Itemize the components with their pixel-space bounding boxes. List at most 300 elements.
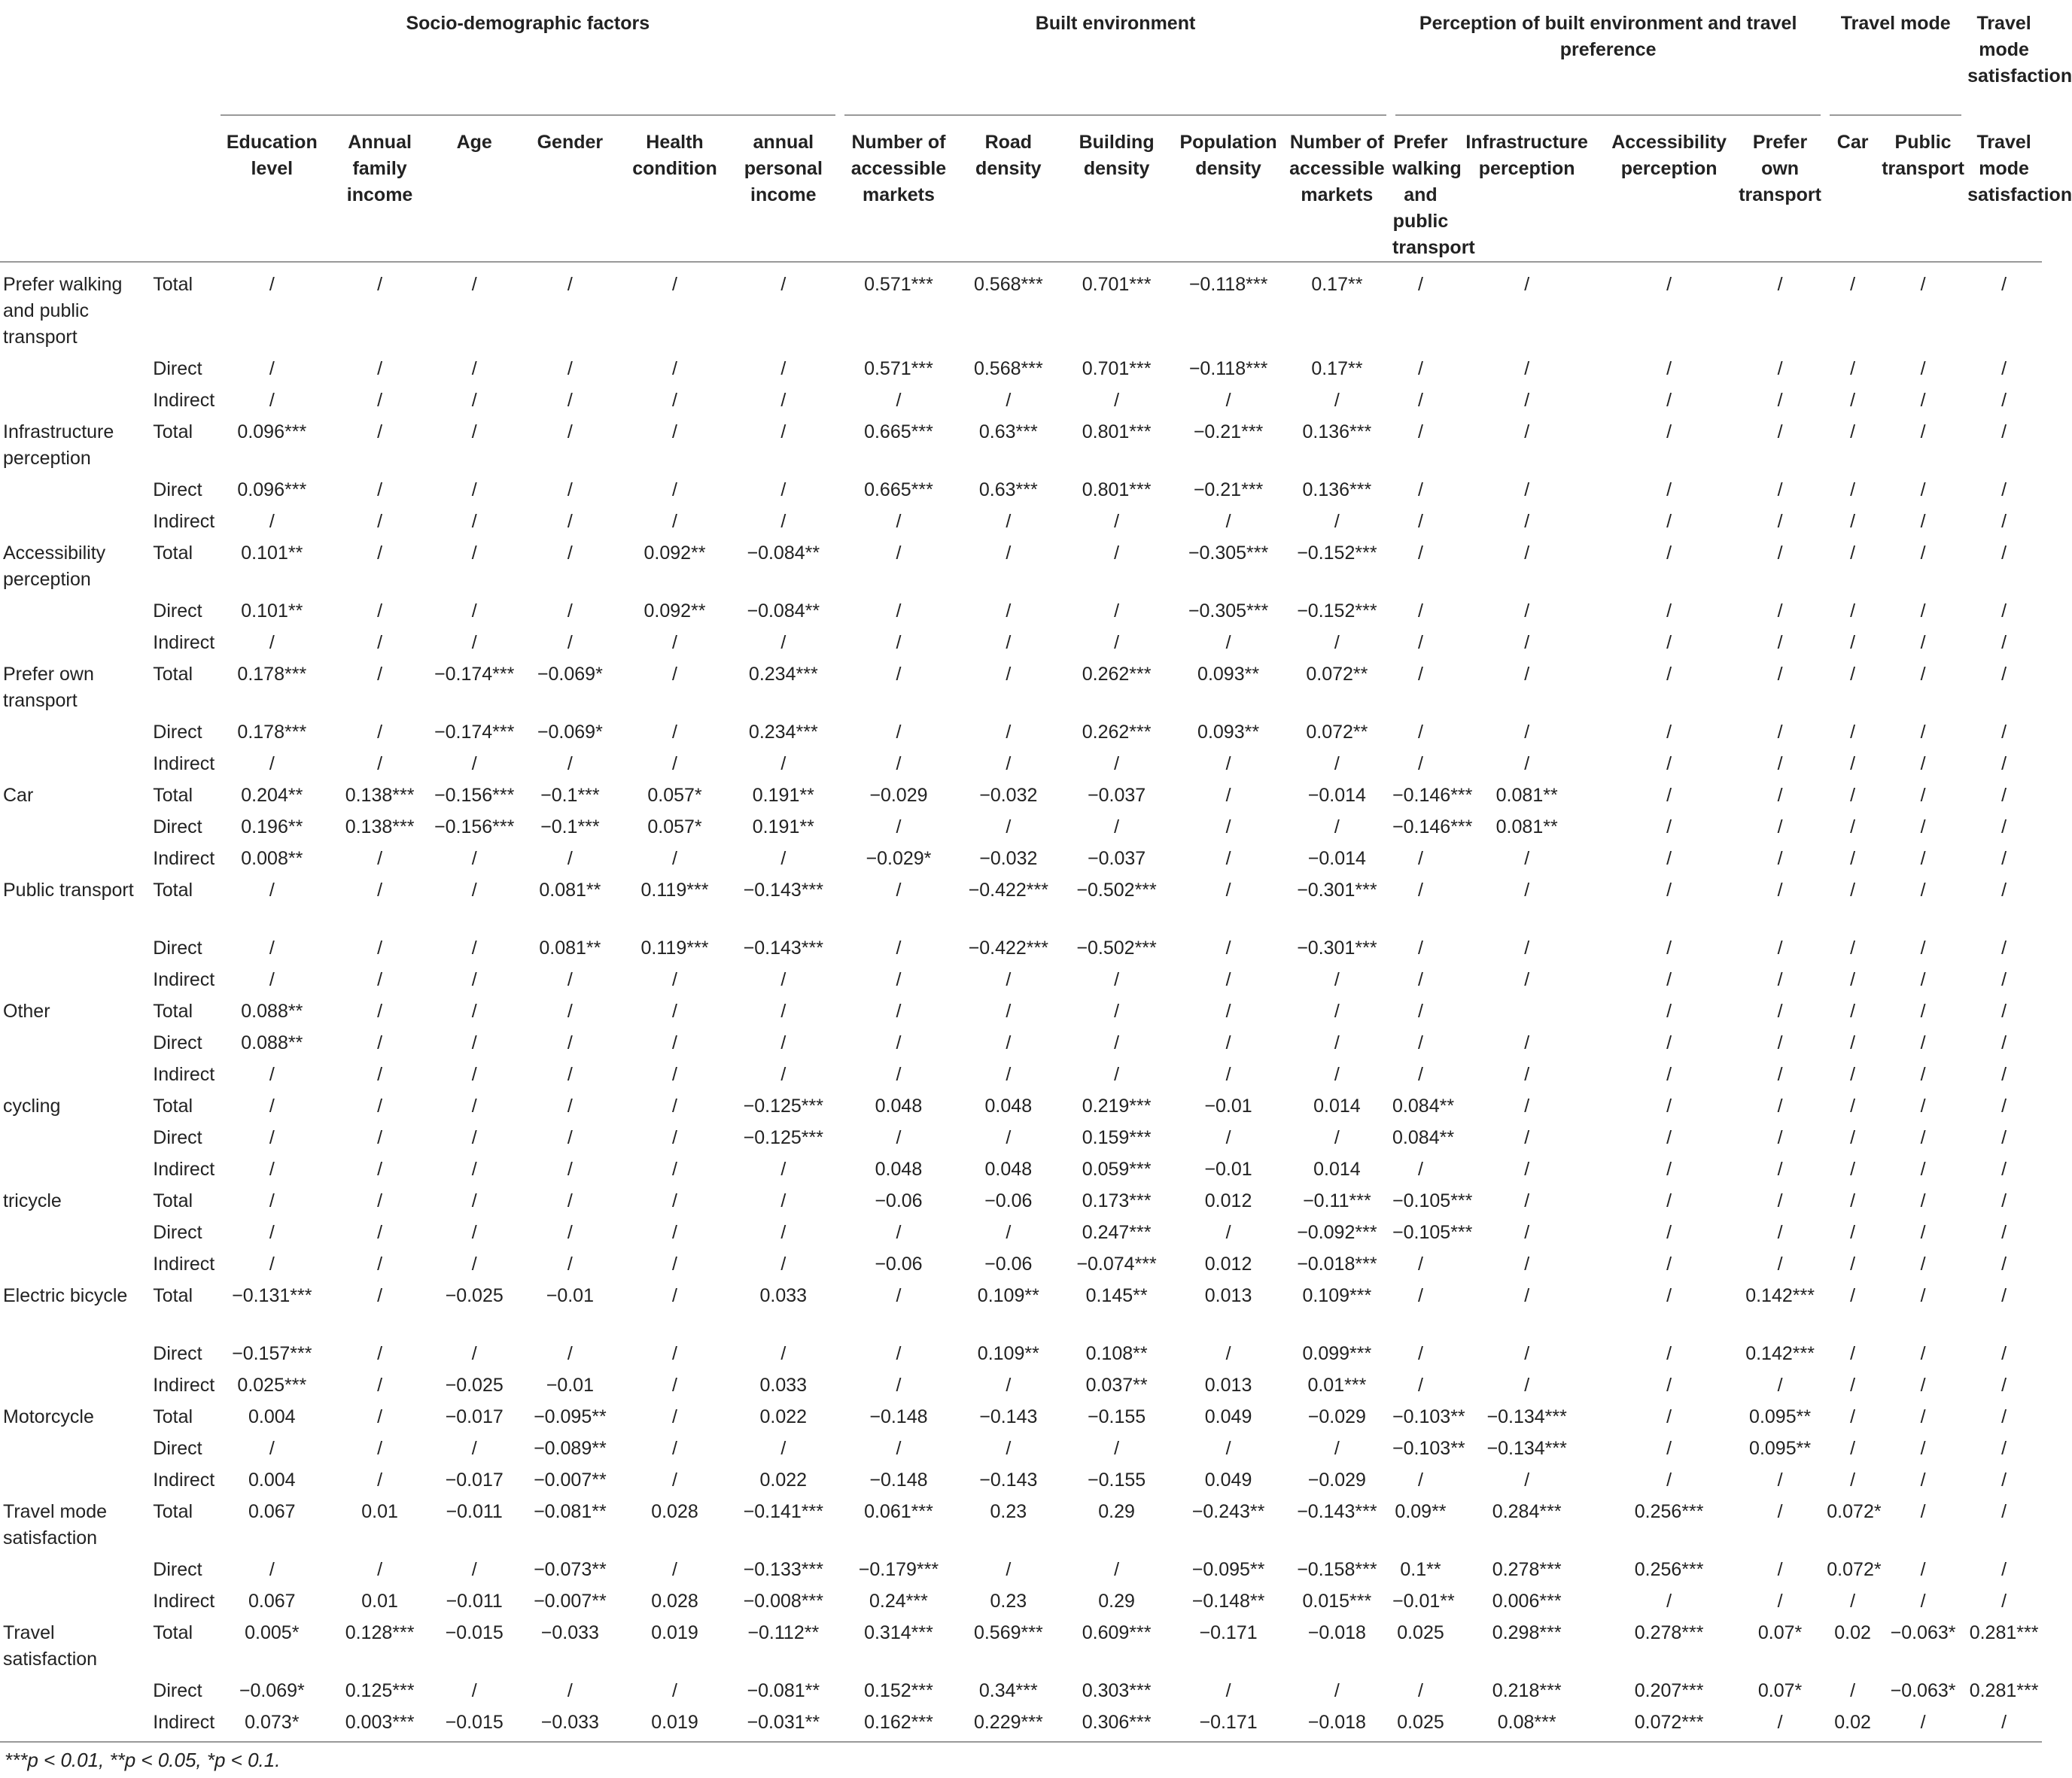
table-cell: 0.02	[1825, 1710, 1880, 1742]
row-effect-type: Direct	[153, 1559, 202, 1580]
table-cell: /	[269, 1438, 275, 1459]
table-cell: /	[377, 632, 383, 653]
table-cell: 0.067	[248, 1591, 296, 1612]
table-cell: /	[1225, 1222, 1231, 1243]
table-cell: /	[269, 390, 275, 411]
table-cell: 0.109**	[977, 1285, 1039, 1306]
table-cell: /	[1777, 1001, 1783, 1022]
table-cell: /	[471, 390, 477, 411]
table-cell: −0.133***	[743, 1559, 823, 1580]
table-cell: /	[1225, 1127, 1231, 1148]
table-row	[0, 783, 2042, 814]
table-cell: /	[1524, 1470, 1530, 1491]
row-variable	[0, 630, 148, 661]
column-header-row	[0, 116, 2042, 262]
table-cell: /	[471, 1064, 477, 1085]
table-cell: −0.081**	[747, 1680, 820, 1701]
table-cell: 0.569***	[973, 1622, 1043, 1643]
table-cell: 0.025	[1391, 1710, 1450, 1742]
table-cell: /	[1114, 969, 1120, 990]
table-cell: /	[1850, 785, 1856, 806]
table-cell: /	[1777, 1127, 1783, 1148]
row-effect-type: Direct	[153, 938, 202, 959]
table-cell: 0.049	[1204, 1470, 1252, 1491]
table-cell: /	[896, 390, 902, 411]
table-cell: −0.21***	[1193, 421, 1264, 442]
table-cell: /	[1777, 722, 1783, 743]
table-cell: 0.048	[984, 1159, 1033, 1180]
table-cell: /	[1966, 1710, 2042, 1742]
table-cell: /	[1418, 390, 1423, 411]
table-cell: /	[1418, 1470, 1423, 1491]
table-cell: /	[1920, 1254, 1926, 1275]
table-cell: /	[377, 753, 383, 774]
table-cell: /	[780, 1064, 787, 1085]
table-cell: /	[1666, 880, 1672, 901]
table-cell: 0.109***	[1302, 1285, 1372, 1306]
table-cell: /	[1006, 722, 1012, 743]
table-cell: 0.099***	[1302, 1343, 1372, 1364]
table-cell: /	[471, 938, 477, 959]
table-cell: −0.171	[1199, 1622, 1258, 1643]
table-cell: 0.568***	[973, 358, 1043, 379]
table-cell: −0.06	[875, 1190, 923, 1211]
table-cell: −0.095**	[1191, 1559, 1265, 1580]
table-cell: 0.701***	[1082, 358, 1152, 379]
table-row	[0, 1710, 2042, 1742]
table-cell: /	[1777, 479, 1783, 500]
column-header: Number of accessible markets	[840, 116, 957, 262]
table-cell: /	[377, 1032, 383, 1053]
table-cell: /	[1006, 1127, 1012, 1148]
row-effect-type: Total	[153, 785, 193, 806]
table-cell: /	[896, 511, 902, 532]
table-cell: 0.191**	[752, 816, 814, 837]
table-cell: /	[377, 1064, 383, 1085]
table-cell: /	[1418, 600, 1423, 622]
table-cell: /	[1850, 1190, 1856, 1211]
table-cell: /	[1850, 511, 1856, 532]
table-cell: /	[1666, 1096, 1672, 1117]
table-cell: 0.004	[248, 1406, 296, 1427]
table-cell: /	[1524, 1285, 1530, 1306]
table-cell: /	[2001, 1190, 2007, 1211]
row-effect-type: Direct	[153, 1222, 202, 1243]
table-cell: /	[1114, 753, 1120, 774]
table-cell: /	[1666, 1285, 1672, 1306]
column-header: Age	[431, 116, 517, 262]
table-cell: 0.152***	[864, 1680, 933, 1701]
row-variable: Prefer own transport	[3, 664, 94, 711]
table-cell: /	[567, 1064, 573, 1085]
table-cell: /	[1920, 1375, 1926, 1396]
table-cell: /	[672, 1222, 677, 1243]
table-cell: 0.096***	[237, 421, 307, 442]
table-cell: −0.502***	[1076, 938, 1157, 959]
table-cell: 0.568***	[973, 274, 1043, 295]
table-cell: /	[1850, 632, 1856, 653]
table-cell: 0.128***	[345, 1622, 415, 1643]
table-cell: /	[269, 1096, 275, 1117]
table-cell: /	[1114, 390, 1120, 411]
table-cell: /	[1920, 1285, 1926, 1306]
table-cell: /	[1666, 358, 1672, 379]
table-cell: /	[1920, 785, 1926, 806]
table-cell: /	[1666, 664, 1672, 685]
header-blank	[0, 116, 216, 262]
table-cell: 0.571***	[864, 358, 933, 379]
table-cell: 0.145**	[1085, 1285, 1148, 1306]
table-cell: /	[896, 938, 902, 959]
table-cell: /	[471, 1127, 477, 1148]
table-cell: /	[1920, 511, 1926, 532]
row-effect-type: Total	[153, 1622, 193, 1643]
table-cell: −0.143***	[743, 880, 823, 901]
table-cell: /	[1850, 1254, 1856, 1275]
table-cell: 0.29	[1098, 1591, 1135, 1612]
table-cell: /	[896, 1064, 902, 1085]
table-cell: 0.092**	[644, 543, 706, 564]
table-row	[0, 1467, 2042, 1499]
table-cell: /	[567, 1032, 573, 1053]
table-cell: /	[1666, 1159, 1672, 1180]
group-header: Travel mode satisfaction	[1967, 13, 2072, 87]
table-cell: /	[1524, 938, 1530, 959]
table-row	[0, 1156, 2042, 1188]
table-cell: /	[1418, 969, 1423, 990]
row-effect-type: Direct	[153, 1343, 202, 1364]
table-cell: /	[567, 511, 573, 532]
table-cell: /	[672, 1096, 677, 1117]
table-cell: 0.219***	[1082, 1096, 1152, 1117]
table-cell: −0.06	[875, 1254, 923, 1275]
table-cell: /	[1850, 1032, 1856, 1053]
row-effect-type: Indirect	[153, 1064, 215, 1085]
table-cell: /	[1920, 543, 1926, 564]
table-cell: −0.01	[546, 1285, 594, 1306]
table-cell: 0.207***	[1634, 1680, 1704, 1701]
table-cell: 0.022	[759, 1406, 808, 1427]
table-cell: 0.01	[361, 1501, 398, 1522]
table-cell: /	[1524, 880, 1530, 901]
table-cell: /	[896, 1285, 902, 1306]
column-header: Building density	[1060, 116, 1174, 262]
column-header: Infrastructure perception	[1450, 116, 1603, 262]
table-cell: /	[1524, 1064, 1530, 1085]
table-cell: /	[269, 274, 275, 295]
table-cell: /	[1334, 753, 1340, 774]
table-cell: /	[672, 390, 677, 411]
table-cell: 0.109**	[977, 1343, 1039, 1364]
table-cell: /	[1006, 1222, 1012, 1243]
table-cell: /	[1418, 421, 1423, 442]
table-cell: /	[672, 421, 677, 442]
table-cell: −0.156***	[434, 816, 515, 837]
table-cell: −0.095**	[534, 1406, 607, 1427]
table-cell: /	[672, 1127, 677, 1148]
table-cell: −0.148	[869, 1406, 928, 1427]
table-cell: /	[1920, 1591, 1926, 1612]
table-cell: /	[1006, 664, 1012, 685]
table-cell: /	[1777, 938, 1783, 959]
table-row	[0, 719, 2042, 751]
table-cell: /	[1666, 1406, 1672, 1427]
table-cell: 0.067	[248, 1501, 296, 1522]
table-cell: /	[567, 421, 573, 442]
table-cell: /	[377, 1190, 383, 1211]
row-effect-type: Direct	[153, 1680, 202, 1701]
table-cell: /	[1850, 1591, 1856, 1612]
row-effect-type: Indirect	[153, 1159, 215, 1180]
table-cell: /	[1777, 390, 1783, 411]
row-effect-type: Total	[153, 1001, 193, 1022]
column-header: Road density	[957, 116, 1060, 262]
table-cell: /	[1666, 1438, 1672, 1459]
table-cell: /	[471, 1559, 477, 1580]
table-cell: /	[1920, 1559, 1926, 1580]
table-cell: /	[672, 753, 677, 774]
table-cell: /	[1777, 1096, 1783, 1117]
row-effect-type: Indirect	[153, 1375, 215, 1396]
table-cell: −0.1***	[540, 785, 600, 806]
table-cell: /	[2001, 358, 2007, 379]
table-cell: /	[1006, 511, 1012, 532]
row-effect-type: Indirect	[153, 753, 215, 774]
table-cell: −0.063*	[1890, 1680, 1956, 1701]
table-cell: −0.146***	[1392, 816, 1473, 837]
table-cell: /	[1777, 274, 1783, 295]
table-cell: /	[1114, 1438, 1120, 1459]
row-variable	[0, 751, 148, 783]
table-cell: /	[377, 421, 383, 442]
table-cell: /	[2001, 632, 2007, 653]
table-cell: /	[1418, 1375, 1423, 1396]
table-cell: /	[1524, 543, 1530, 564]
row-effect-type: Indirect	[153, 1470, 215, 1491]
table-cell: /	[1524, 1375, 1530, 1396]
table-cell: /	[377, 722, 383, 743]
table-cell: /	[1850, 358, 1856, 379]
table-cell: 0.262***	[1082, 664, 1152, 685]
table-cell: 0.63***	[978, 421, 1038, 442]
table-cell: −0.103**	[1392, 1406, 1465, 1427]
table-cell: /	[2001, 722, 2007, 743]
table-cell: /	[780, 632, 787, 653]
table-cell: /	[896, 1127, 902, 1148]
table-cell: 0.234***	[748, 664, 818, 685]
table-cell: /	[780, 1001, 787, 1022]
table-cell: /	[471, 1222, 477, 1243]
table-cell: /	[567, 1159, 573, 1180]
table-cell: /	[2001, 1559, 2007, 1580]
table-cell: /	[471, 358, 477, 379]
table-cell: 0.162***	[840, 1710, 957, 1742]
table-row	[0, 877, 2042, 935]
table-cell: /	[1920, 1159, 1926, 1180]
table-cell: −0.084**	[747, 600, 820, 622]
table-cell: /	[1334, 390, 1340, 411]
table-cell: /	[471, 1096, 477, 1117]
table-cell: /	[1418, 479, 1423, 500]
table-cell: /	[1920, 479, 1926, 500]
table-cell: −0.031**	[727, 1710, 841, 1742]
table-cell: 0.262***	[1082, 722, 1152, 743]
table-cell: 0.033	[759, 1375, 808, 1396]
table-cell: /	[2001, 969, 2007, 990]
row-effect-type: Total	[153, 543, 193, 564]
table-cell: /	[1418, 880, 1423, 901]
table-cell: /	[780, 1222, 787, 1243]
table-cell: /	[1777, 1064, 1783, 1085]
table-cell: /	[1666, 1470, 1672, 1491]
table-cell: −0.073**	[534, 1559, 607, 1580]
row-variable	[0, 1341, 148, 1372]
table-cell: /	[1920, 969, 1926, 990]
table-cell: /	[1225, 785, 1231, 806]
row-variable	[0, 356, 148, 388]
table-row	[0, 1062, 2042, 1093]
row-variable: Other	[3, 1001, 50, 1022]
table-cell: /	[1524, 1096, 1530, 1117]
table-cell: /	[1735, 1710, 1825, 1742]
table-cell: /	[567, 1127, 573, 1148]
table-cell: −0.011	[446, 1591, 503, 1612]
table-cell: /	[2001, 1127, 2007, 1148]
table-cell: /	[1850, 1470, 1856, 1491]
table-cell: /	[1006, 1001, 1012, 1022]
table-cell: 0.665***	[864, 421, 933, 442]
table-row	[0, 814, 2042, 846]
row-variable	[0, 846, 148, 877]
table-cell: /	[2001, 479, 2007, 500]
table-cell: −0.029*	[866, 848, 932, 869]
row-variable	[0, 1557, 148, 1588]
table-cell: /	[377, 1096, 383, 1117]
table-cell: /	[672, 722, 677, 743]
table-cell: /	[672, 1375, 677, 1396]
table-cell: /	[1524, 969, 1530, 990]
table-cell: 0.23	[990, 1591, 1027, 1612]
table-cell: −0.158***	[1297, 1559, 1377, 1580]
table-cell: /	[1850, 938, 1856, 959]
table-cell: /	[672, 664, 677, 685]
row-effect-type: Direct	[153, 816, 202, 837]
table-cell: /	[471, 511, 477, 532]
table-cell: /	[1666, 816, 1672, 837]
table-cell: /	[1666, 1375, 1672, 1396]
table-cell: 0.247***	[1082, 1222, 1152, 1243]
table-cell: −0.143***	[743, 938, 823, 959]
table-cell: 0.204**	[241, 785, 303, 806]
table-cell: 0.004	[248, 1470, 296, 1491]
table-cell: −0.029	[1307, 1470, 1366, 1491]
table-cell: /	[1225, 511, 1231, 532]
table-cell: 0.234***	[748, 722, 818, 743]
table-cell: −0.037	[1088, 785, 1146, 806]
table-cell: /	[1777, 753, 1783, 774]
table-cell: 0.005*	[245, 1622, 300, 1643]
table-cell: /	[1777, 1254, 1783, 1275]
table-cell: 0.012	[1204, 1254, 1252, 1275]
table-cell: /	[1524, 274, 1530, 295]
table-cell: 0.081**	[539, 938, 601, 959]
row-variable	[0, 719, 148, 751]
table-cell: /	[377, 1406, 383, 1427]
table-cell: 0.07*	[1757, 1622, 1803, 1643]
table-cell: /	[896, 1438, 902, 1459]
table-cell: /	[1418, 1285, 1423, 1306]
table-cell: 0.057*	[647, 816, 702, 837]
table-cell: −0.084**	[747, 543, 820, 564]
table-cell: −0.148	[869, 1470, 928, 1491]
table-cell: /	[1006, 1064, 1012, 1085]
table-cell: /	[1666, 511, 1672, 532]
table-cell: /	[1524, 664, 1530, 685]
table-cell: 0.088**	[241, 1001, 303, 1022]
table-cell: /	[1006, 1375, 1012, 1396]
row-effect-type: Total	[153, 664, 193, 685]
table-cell: 0.019	[651, 1622, 698, 1643]
table-cell: /	[1850, 1343, 1856, 1364]
table-cell: /	[471, 1343, 477, 1364]
table-cell: 0.256***	[1634, 1559, 1704, 1580]
table-cell: /	[1225, 816, 1231, 837]
table-cell: /	[1524, 1159, 1530, 1180]
table-cell: /	[269, 632, 275, 653]
table-cell: 0.01	[361, 1591, 398, 1612]
table-cell: /	[1777, 511, 1783, 532]
row-effect-type: Direct	[153, 600, 202, 622]
table-cell: 0.23	[990, 1501, 1027, 1522]
table-cell: 0.048	[875, 1159, 923, 1180]
table-cell: 0.298***	[1492, 1622, 1562, 1643]
significance-footnote: ***p < 0.01, **p < 0.05, *p < 0.1.	[5, 1749, 281, 1771]
table-cell: /	[1777, 969, 1783, 990]
table-cell: /	[780, 358, 787, 379]
table-cell: /	[1777, 1591, 1783, 1612]
table-cell: /	[1418, 1032, 1423, 1053]
table-cell: /	[1666, 785, 1672, 806]
table-cell: 0.022	[759, 1470, 808, 1491]
table-cell: /	[269, 511, 275, 532]
table-cell: /	[1524, 722, 1530, 743]
table-cell: −0.069*	[537, 664, 603, 685]
column-header: Health condition	[622, 116, 726, 262]
table-cell: −0.007**	[534, 1591, 607, 1612]
table-cell: /	[1524, 632, 1530, 653]
table-cell: /	[1920, 1096, 1926, 1117]
table-row	[0, 1436, 2042, 1467]
row-variable	[0, 1156, 148, 1188]
table-cell: 0.278***	[1634, 1622, 1704, 1643]
table-cell: /	[672, 1001, 677, 1022]
table-cell: /	[1524, 1032, 1530, 1053]
table-cell: /	[1666, 753, 1672, 774]
table-cell: /	[1777, 848, 1783, 869]
table-cell: /	[471, 880, 477, 901]
table-cell: −0.074***	[1076, 1254, 1157, 1275]
table-cell: −0.502***	[1076, 880, 1157, 901]
table-cell: /	[269, 880, 275, 901]
table-cell: /	[780, 1159, 787, 1180]
table-cell: −0.152***	[1297, 543, 1377, 564]
table-cell: /	[1850, 1406, 1856, 1427]
table-cell: /	[1114, 816, 1120, 837]
table-cell: −0.152***	[1297, 600, 1377, 622]
table-cell: /	[1524, 479, 1530, 500]
table-cell: /	[1920, 848, 1926, 869]
table-cell: 0.24***	[869, 1591, 928, 1612]
